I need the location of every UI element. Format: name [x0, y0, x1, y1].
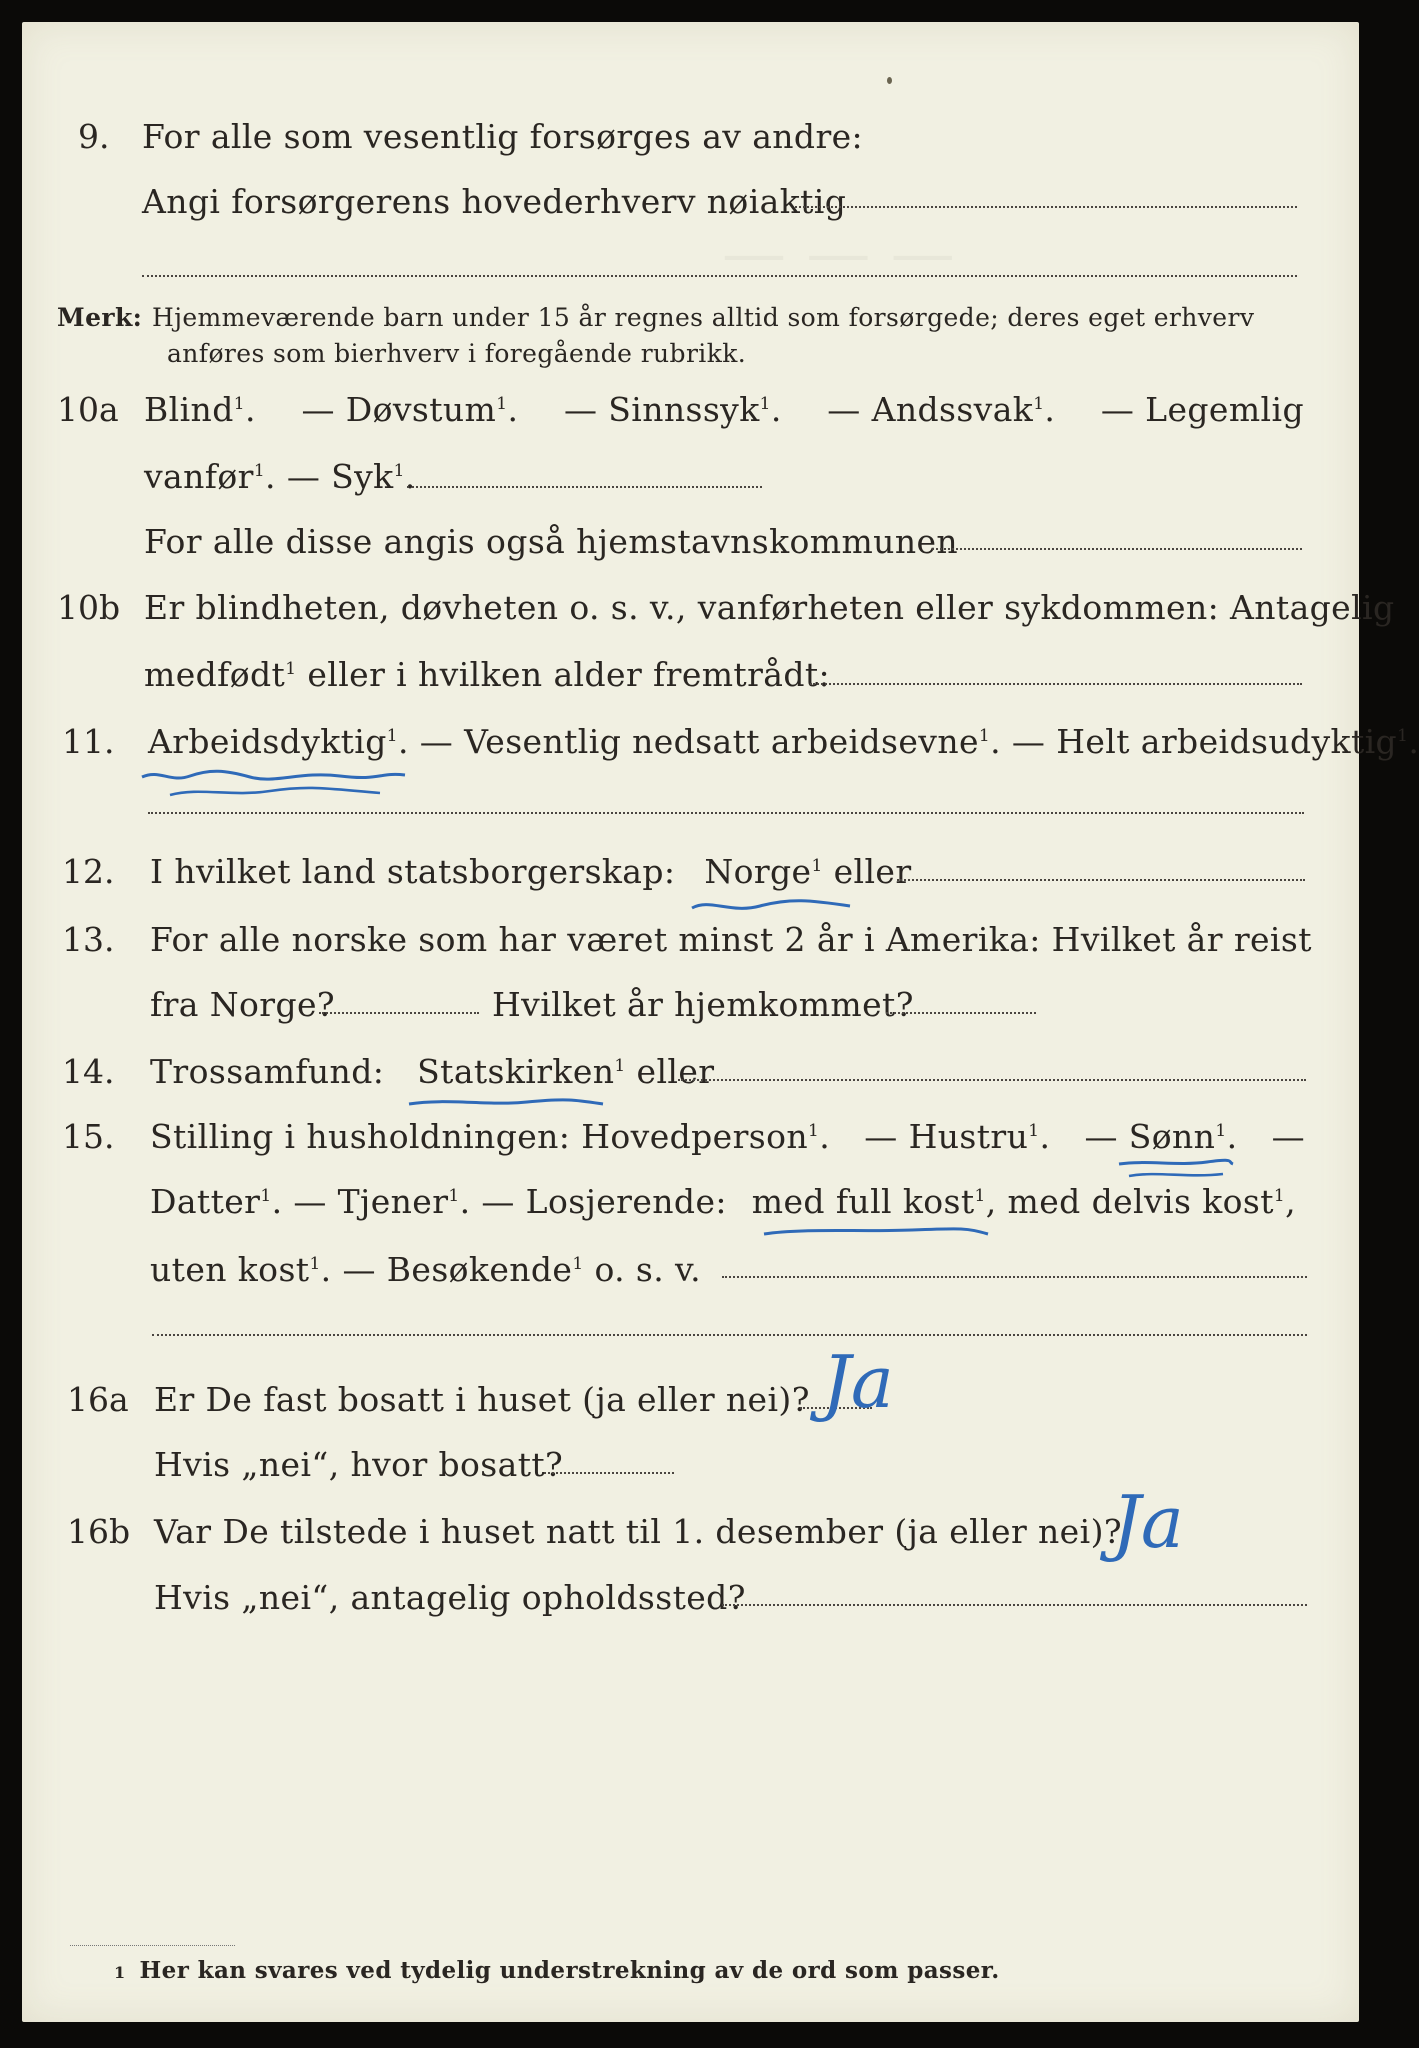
q15-option-sonn[interactable]: — Sønn$^1$. [1084, 1117, 1238, 1156]
q10a-option-legemlig[interactable]: — Legemlig [1100, 390, 1304, 429]
q13-line2a: fra Norge? [150, 985, 336, 1024]
q14-number: 14. [62, 1052, 115, 1091]
q10b-alder-text: eller i hvilken alder fremtrådt: [307, 655, 831, 694]
q12-number: 12. [62, 852, 115, 891]
q15-option-hustru[interactable]: — Hustru$^1$. [864, 1117, 1051, 1156]
q16a-number: 16a [67, 1380, 129, 1419]
q13-reist-field[interactable] [319, 1012, 479, 1014]
q15-comma: , [1285, 1182, 1296, 1221]
q15-losjerende: — Losjerende: [481, 1182, 727, 1221]
q12-line [150, 852, 912, 891]
q11-option-arbeidsdyktig[interactable]: Arbeidsdyktig$^1$. [148, 722, 409, 761]
q16b-handwritten-answer: Ja [1112, 1480, 1184, 1564]
q15-option-delvis-kost[interactable]: , med delvis kost$^1$ [985, 1182, 1286, 1221]
q14-text: Trossamfund: [150, 1052, 385, 1091]
q10a-option-blind[interactable]: Blind$^1$. [144, 390, 256, 429]
merk-line2: anføres som bierhverv i foregående rubrikk. [167, 339, 747, 368]
q11-answer-field[interactable] [148, 812, 1304, 814]
footnote-rule [70, 1945, 235, 1946]
q15-answer-field[interactable] [722, 1276, 1307, 1278]
q9-answer-field[interactable] [795, 206, 1297, 208]
q9-answer-field-2[interactable] [142, 275, 1297, 277]
q10b-line1: Er blindheten, døvheten o. s. v., vanførheten eller sykdommen: Antagelig [144, 588, 1395, 627]
q11-options [148, 722, 1419, 761]
q15-option-full-kost[interactable]: med full kost$^1$ [751, 1182, 986, 1221]
q10b-answer-field[interactable] [810, 683, 1302, 685]
q10b-number: 10b [57, 588, 121, 627]
q16b-line2: Hvis „nei“, antagelig opholdssted? [154, 1578, 746, 1617]
q10a-hjemstavn-field[interactable] [932, 548, 1302, 550]
merk-label: Merk: [57, 303, 143, 332]
q14-suffix: eller [636, 1052, 715, 1091]
q10a-option-andssvak[interactable]: — Andssvak$^1$. [827, 390, 1056, 429]
q10a-option-vanfor[interactable]: vanfør$^1$. [144, 457, 276, 496]
q12-handwritten-underline [690, 894, 855, 920]
q12-option-norge[interactable]: Norge$^1$ [704, 852, 823, 891]
q10b-line2 [144, 655, 830, 694]
q12-text: I hvilket land statsborgerskap: [150, 852, 676, 891]
q10a-option-syk[interactable]: — Syk$^1$. [286, 457, 416, 496]
q11-handwritten-underline [140, 767, 410, 803]
q14-option-statskirken[interactable]: Statskirken$^1$ [417, 1052, 626, 1091]
q16b-opholdssted-field[interactable] [722, 1604, 1307, 1606]
q16a-bosatt-field[interactable] [544, 1472, 674, 1474]
q11-option-udyktig[interactable]: — Helt arbeidsudyktig$^1$. [1011, 722, 1419, 761]
q15-option-datter[interactable]: Datter$^1$. [150, 1182, 283, 1221]
q16a-handwritten-answer: Ja [822, 1340, 894, 1424]
merk-line1: Hjemmeværende barn under 15 år regnes alltid som forsørgede; deres eget erhverv [152, 303, 1255, 332]
q15-line2 [150, 1182, 1310, 1221]
q15-option-uten-kost[interactable]: uten kost$^1$. [150, 1250, 332, 1289]
q10a-option-sinnssyk[interactable]: — Sinnssyk$^1$. [563, 390, 782, 429]
q9-number: 9. [78, 117, 110, 156]
q15-number: 15. [62, 1117, 115, 1156]
q11-option-nedsatt[interactable]: — Vesentlig nedsatt arbeidsevne$^1$. [419, 722, 1002, 761]
footnote-marker: 1 [114, 1963, 126, 1982]
q10a-line3: For alle disse angis også hjemstavnskommunen [144, 522, 959, 561]
q10a-answer-field[interactable] [407, 486, 762, 488]
q10b-option-medfodt[interactable]: medfødt$^1$ [144, 655, 297, 694]
q15-answer-field-2[interactable] [152, 1334, 1307, 1336]
q13-line2b: Hvilket år hjemkommet? [492, 985, 914, 1024]
footnote-text: Her kan svares ved tydelig understrekning av de ord som passer. [139, 1957, 1000, 1984]
q12-suffix: eller [833, 852, 912, 891]
q15-osv: o. s. v. [594, 1250, 702, 1289]
q13-line1: For alle norske som har været minst 2 år i Amerika: Hvilket år reist [150, 920, 1312, 959]
q12-answer-field[interactable] [897, 879, 1305, 881]
q15-option-hovedperson[interactable]: Stilling i husholdningen: Hovedperson$^1$. [150, 1117, 831, 1156]
q14-line [150, 1052, 714, 1091]
q10a-option-dovstum[interactable]: — Døvstum$^1$. [301, 390, 519, 429]
q10a-number: 10a [57, 390, 119, 429]
q15-sonn-handwritten-underline [1117, 1156, 1237, 1182]
q14-answer-field[interactable] [678, 1079, 1306, 1081]
q13-hjemkommet-field[interactable] [886, 1012, 1036, 1014]
q10a-line1 [144, 390, 1304, 429]
footnote [114, 1957, 1000, 1984]
q15-option-tjener[interactable]: — Tjener$^1$. [293, 1182, 471, 1221]
q9-line2: Angi forsørgerens hovederhverv nøiaktig [142, 182, 847, 221]
q15-line3 [150, 1250, 701, 1289]
q11-number: 11. [62, 722, 115, 761]
q16b-number: 16b [67, 1512, 131, 1551]
q16b-line1: Var De tilstede i huset natt til 1. desember (ja eller nei)? [154, 1512, 1122, 1551]
q15-dash: — [1271, 1117, 1305, 1156]
q16a-line1: Er De fast bosatt i huset (ja eller nei)? [154, 1380, 810, 1419]
q9-line1: For alle som vesentlig forsørges av andre: [142, 117, 864, 156]
paper-speck [887, 77, 892, 84]
q15-full-kost-handwritten-underline [762, 1222, 992, 1244]
q14-handwritten-underline [407, 1094, 607, 1116]
q13-number: 13. [62, 920, 115, 959]
q10a-line2 [144, 457, 416, 496]
form-page [22, 22, 1419, 2022]
bleed-through-text: — — — [722, 217, 955, 291]
q15-option-besokende[interactable]: — Besøkende$^1$ [342, 1250, 584, 1289]
q16a-line2: Hvis „nei“, hvor bosatt? [154, 1445, 564, 1484]
q15-line1 [150, 1117, 1305, 1156]
